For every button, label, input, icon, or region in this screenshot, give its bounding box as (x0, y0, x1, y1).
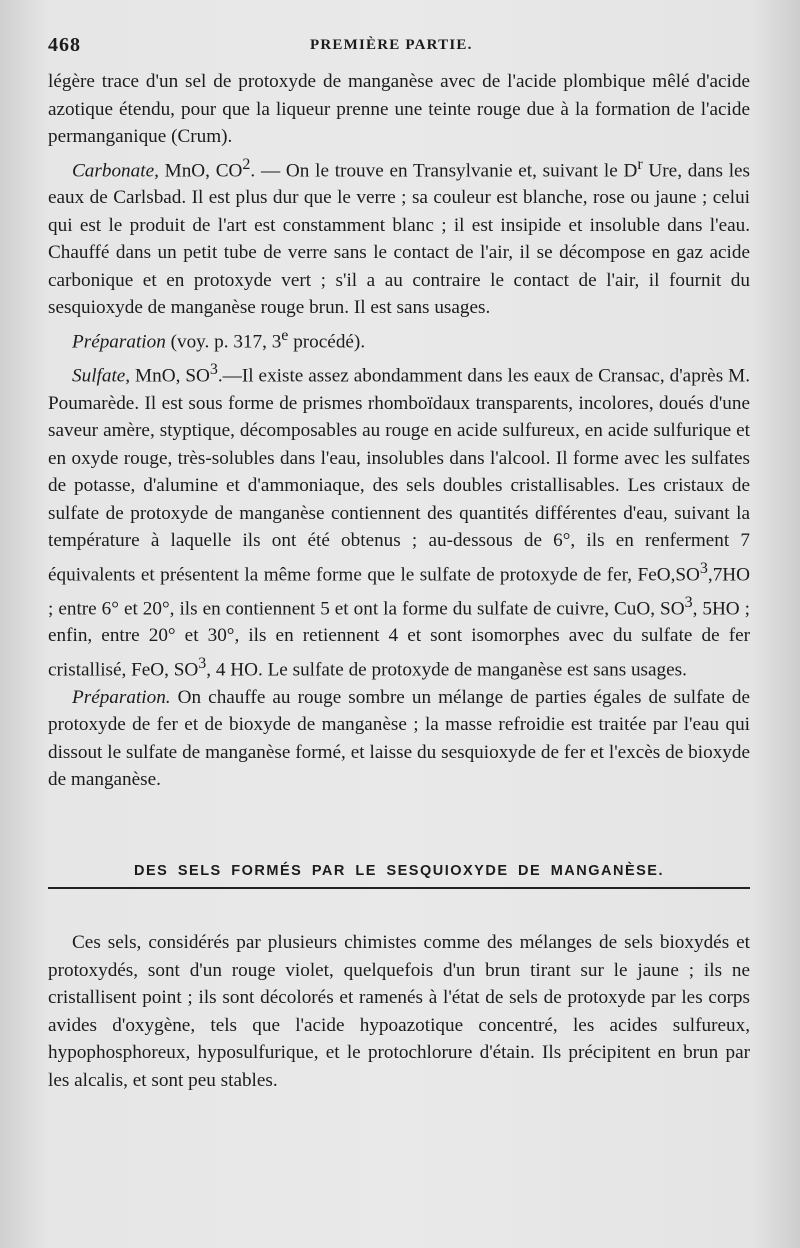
paragraph-text: MnO, SO (130, 365, 210, 387)
italic-term: Sulfate, (72, 365, 131, 387)
italic-term: Préparation. (72, 686, 171, 708)
paragraph-text: ,7HO ; entre 6° et 20°, ils en contiennent 5 et ont la forme du sulfate de cuivre, CuO, SO (48, 564, 750, 619)
paragraph (48, 684, 750, 794)
italic-term: Carbonate, (72, 159, 159, 181)
paragraph-text: légère trace d'un sel de protoxyde de manganèse avec de l'acide plombique mêlé d'acide azotique étendu, pour que la liqueur prenne une teinte rouge due à la formation de l'acide permanganique (Crum). (48, 71, 750, 147)
superscript: 3 (209, 360, 218, 378)
paragraph-text: , 5HO ; enfin, entre 20° et 30°, ils en retiennent 4 et sont isomorphes avec du sulfate de fer cristallisé, FeO, SO (48, 597, 750, 681)
paragraph-text: Ure, dans les eaux de Carlsbad. Il est plus dur que le verre ; sa couleur est blanche, rose ou jaune ; celui qui est le produit de l'art est constamment blanc ; il est insipide et insoluble dans l'eau. Chauffé dans un petit tube de verre sans le contact de l'air, il se décompose en gaz acide carbonique et en protoxyde vert ; s'il a au contraire le contact de l'air, il fournit du sesquioxyde de manganèse rouge brun. Il est sans usages. (48, 159, 751, 319)
paragraph (48, 356, 750, 684)
running-head: PREMIÈRE PARTIE. (310, 37, 473, 53)
superscript: 2 (242, 155, 251, 173)
superscript: 3 (198, 654, 207, 672)
page-number: 468 (48, 34, 81, 56)
page-body (48, 68, 750, 1094)
paragraph-text: . — On le trouve en Transylvanie et, suivant le D (250, 159, 638, 181)
paragraph-text: , 4 HO. Le sulfate de protoxyde de manganèse est sans usages. (206, 659, 687, 681)
paragraph-text: procédé). (288, 331, 366, 353)
paragraph-text: MnO, CO (158, 159, 243, 181)
section-paragraphs (48, 929, 750, 1094)
paragraph-text: .—Il existe assez abondamment dans les eaux de Cransac, d'après M. Poumarède. Il est sous forme de prismes rhomboïdaux transparents, incolores, doués d'une saveur amère, styptique, décomposables au rouge en acide sulfureux, en acide sulfurique et en oxyde rouge, très-solubles dans l'eau, insolubles dans l'alcool. Il forme avec les sulfates de potasse, d'alumine et d'ammoniaque, des sels doubles cristallisables. Les cristaux de sulfate de protoxyde de manganèse contiennent des quantités différentes d'eau, suivant la température à laquelle ils ont été obtenus ; au-dessous de 6°, ils en renferment 7 équivalents et présentent la même forme que le sulfate de protoxyde de fer, FeO,SO (48, 365, 750, 586)
paragraph-text: Ces sels, considérés par plusieurs chimistes comme des mélanges de sels bioxydés et protoxydés, sont d'un rouge violet, quelquefois d'un brun tirant sur le jaune ; ils ne cristallisent point ; ils sont décolorés et ramenés à l'état de sels de protoxyde par les corps avides d'oxygène, tels que l'acide hypoazotique concentré, les acides sulfureux, hypophosphoreux, hyposulfurique, et le protochlorure d'étain. Ils précipitent en brun par les alcalis, et sont peu stables. (48, 932, 750, 1091)
italic-term: Préparation (72, 331, 166, 353)
paragraph (48, 929, 750, 1094)
paragraph-text: (voy. p. 317, 3 (165, 331, 282, 353)
superscript: 3 (699, 559, 708, 577)
paragraph (48, 151, 750, 322)
main-paragraphs (48, 68, 750, 794)
superscript: r (637, 155, 643, 173)
superscript: e (281, 326, 289, 344)
superscript: 3 (684, 593, 693, 611)
page-header (48, 34, 748, 62)
paragraph (48, 68, 750, 151)
section-heading: DES SELS FORMÉS PAR LE SESQUIOXYDE DE MANGANÈSE. (48, 858, 750, 890)
paragraph (48, 322, 750, 356)
paragraph-text: On chauffe au rouge sombre un mélange de parties égales de sulfate de protoxyde de fer et de bioxyde de manganèse ; la masse refroidie est traitée par l'eau qui dissout le sulfate de manganèse formé, et laisse du sesquioxyde de fer et l'excès de bioxyde de manganèse. (48, 686, 750, 791)
